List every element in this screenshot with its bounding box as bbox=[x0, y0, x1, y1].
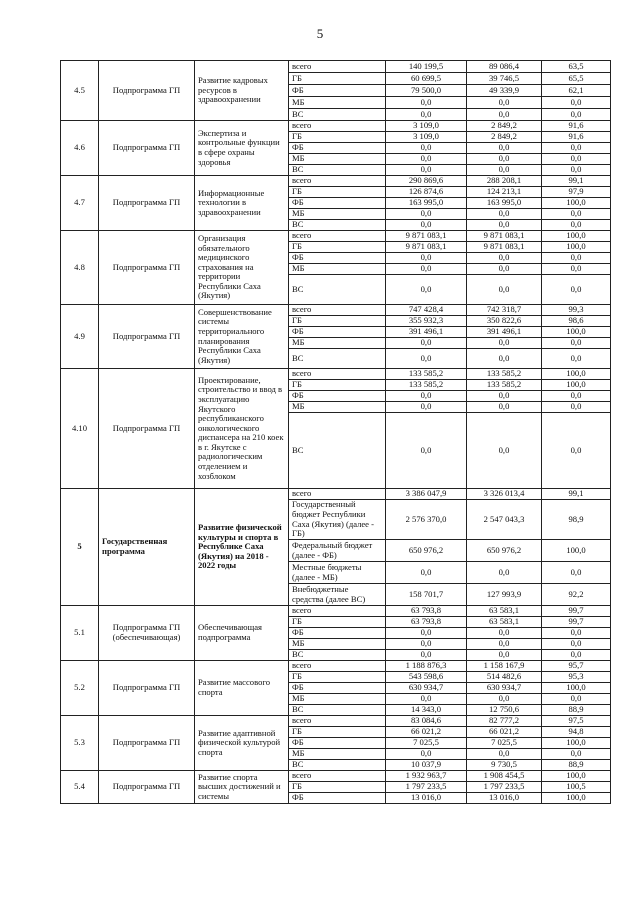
planned-amount-cell: 391 496,1 bbox=[386, 327, 467, 338]
actual-amount-cell: 0,0 bbox=[467, 165, 542, 176]
program-type-cell: Подпрограмма ГП bbox=[99, 61, 195, 121]
actual-amount-cell: 0,0 bbox=[467, 749, 542, 760]
actual-amount-cell: 89 086,4 bbox=[467, 61, 542, 73]
planned-amount-cell: 158 701,7 bbox=[386, 584, 467, 606]
execution-percent-cell: 95,7 bbox=[542, 661, 611, 672]
planned-amount-cell: 83 084,6 bbox=[386, 716, 467, 727]
actual-amount-cell: 124 213,1 bbox=[467, 187, 542, 198]
planned-amount-cell: 0,0 bbox=[386, 253, 467, 264]
funding-source-cell: ГБ bbox=[289, 187, 386, 198]
table-row bbox=[61, 231, 611, 242]
funding-source-cell: ГБ bbox=[289, 727, 386, 738]
actual-amount-cell: 0,0 bbox=[467, 639, 542, 650]
funding-source-cell: ФБ bbox=[289, 327, 386, 338]
execution-percent-cell: 100,0 bbox=[542, 369, 611, 380]
planned-amount-cell: 0,0 bbox=[386, 694, 467, 705]
program-type-cell: Государственная программа bbox=[99, 489, 195, 606]
planned-amount-cell: 630 934,7 bbox=[386, 683, 467, 694]
program-name-cell: Организация обязательного медицинского страхования на территории Республики Саха (Якутия) bbox=[195, 231, 289, 305]
actual-amount-cell: 2 849,2 bbox=[467, 132, 542, 143]
execution-percent-cell: 92,2 bbox=[542, 584, 611, 606]
execution-percent-cell: 62,1 bbox=[542, 85, 611, 97]
actual-amount-cell: 0,0 bbox=[467, 338, 542, 349]
row-number-cell: 4.7 bbox=[61, 176, 99, 231]
planned-amount-cell: 14 343,0 bbox=[386, 705, 467, 716]
actual-amount-cell: 0,0 bbox=[467, 628, 542, 639]
planned-amount-cell: 0,0 bbox=[386, 209, 467, 220]
actual-amount-cell: 1 797 233,5 bbox=[467, 782, 542, 793]
funding-source-cell: всего bbox=[289, 606, 386, 617]
planned-amount-cell: 0,0 bbox=[386, 165, 467, 176]
funding-source-cell: ВС bbox=[289, 413, 386, 489]
funding-source-cell: МБ bbox=[289, 338, 386, 349]
planned-amount-cell: 140 199,5 bbox=[386, 61, 467, 73]
funding-source-cell: МБ bbox=[289, 402, 386, 413]
funding-source-cell: ФБ bbox=[289, 738, 386, 749]
execution-percent-cell: 91,6 bbox=[542, 121, 611, 132]
planned-amount-cell: 3 109,0 bbox=[386, 132, 467, 143]
planned-amount-cell: 2 576 370,0 bbox=[386, 500, 467, 540]
program-type-cell: Подпрограмма ГП bbox=[99, 661, 195, 716]
planned-amount-cell: 0,0 bbox=[386, 349, 467, 369]
planned-amount-cell: 9 871 083,1 bbox=[386, 231, 467, 242]
actual-amount-cell: 0,0 bbox=[467, 220, 542, 231]
planned-amount-cell: 0,0 bbox=[386, 650, 467, 661]
program-type-cell: Подпрограмма ГП (обеспечивающая) bbox=[99, 606, 195, 661]
actual-amount-cell: 0,0 bbox=[467, 143, 542, 154]
execution-percent-cell: 0,0 bbox=[542, 402, 611, 413]
table-row bbox=[61, 61, 611, 73]
program-name-cell: Совершенствование системы территориального планирования Республики Саха (Якутия) bbox=[195, 305, 289, 369]
execution-percent-cell: 0,0 bbox=[542, 109, 611, 121]
planned-amount-cell: 0,0 bbox=[386, 639, 467, 650]
funding-source-cell: ГБ bbox=[289, 782, 386, 793]
actual-amount-cell: 7 025,5 bbox=[467, 738, 542, 749]
planned-amount-cell: 0,0 bbox=[386, 264, 467, 275]
actual-amount-cell: 133 585,2 bbox=[467, 380, 542, 391]
row-number-cell: 5.1 bbox=[61, 606, 99, 661]
execution-percent-cell: 100,0 bbox=[542, 231, 611, 242]
execution-percent-cell: 0,0 bbox=[542, 253, 611, 264]
funding-source-cell: МБ bbox=[289, 639, 386, 650]
actual-amount-cell: 630 934,7 bbox=[467, 683, 542, 694]
planned-amount-cell: 0,0 bbox=[386, 97, 467, 109]
funding-source-cell: ФБ bbox=[289, 683, 386, 694]
planned-amount-cell: 747 428,4 bbox=[386, 305, 467, 316]
execution-percent-cell: 100,0 bbox=[542, 540, 611, 562]
row-number-cell: 5.3 bbox=[61, 716, 99, 771]
funding-source-cell: всего bbox=[289, 231, 386, 242]
actual-amount-cell: 63 583,1 bbox=[467, 617, 542, 628]
execution-percent-cell: 97,9 bbox=[542, 187, 611, 198]
program-type-cell: Подпрограмма ГП bbox=[99, 121, 195, 176]
row-number-cell: 5.2 bbox=[61, 661, 99, 716]
execution-percent-cell: 0,0 bbox=[542, 749, 611, 760]
execution-percent-cell: 88,9 bbox=[542, 705, 611, 716]
execution-percent-cell: 99,1 bbox=[542, 489, 611, 500]
program-name-cell: Экспертиза и контрольные функции в сфере охраны здоровья bbox=[195, 121, 289, 176]
actual-amount-cell: 0,0 bbox=[467, 275, 542, 305]
funding-source-cell: ВС bbox=[289, 275, 386, 305]
planned-amount-cell: 63 793,8 bbox=[386, 617, 467, 628]
actual-amount-cell: 0,0 bbox=[467, 391, 542, 402]
planned-amount-cell: 0,0 bbox=[386, 749, 467, 760]
execution-percent-cell: 91,6 bbox=[542, 132, 611, 143]
execution-percent-cell: 94,8 bbox=[542, 727, 611, 738]
funding-source-cell: всего bbox=[289, 121, 386, 132]
program-name-cell: Развитие физической культуры и спорта в Республике Саха (Якутия) на 2018 - 2022 годы bbox=[195, 489, 289, 606]
funding-source-cell: Государственный бюджет Республики Саха (Якутия) (далее - ГБ) bbox=[289, 500, 386, 540]
funding-source-cell: ФБ bbox=[289, 628, 386, 639]
planned-amount-cell: 0,0 bbox=[386, 143, 467, 154]
row-number-cell: 4.8 bbox=[61, 231, 99, 305]
planned-amount-cell: 133 585,2 bbox=[386, 380, 467, 391]
actual-amount-cell: 9 730,5 bbox=[467, 760, 542, 771]
funding-source-cell: МБ bbox=[289, 154, 386, 165]
execution-percent-cell: 99,1 bbox=[542, 176, 611, 187]
execution-percent-cell: 97,5 bbox=[542, 716, 611, 727]
budget-execution-table bbox=[60, 60, 611, 804]
funding-source-cell: МБ bbox=[289, 694, 386, 705]
funding-source-cell: ВС bbox=[289, 705, 386, 716]
execution-percent-cell: 99,3 bbox=[542, 305, 611, 316]
page-number: 5 bbox=[316, 26, 324, 41]
planned-amount-cell: 1 932 963,7 bbox=[386, 771, 467, 782]
funding-source-cell: ГБ bbox=[289, 132, 386, 143]
funding-source-cell: ГБ bbox=[289, 380, 386, 391]
program-type-cell: Подпрограмма ГП bbox=[99, 369, 195, 489]
execution-percent-cell: 0,0 bbox=[542, 650, 611, 661]
planned-amount-cell: 290 869,6 bbox=[386, 176, 467, 187]
execution-percent-cell: 0,0 bbox=[542, 391, 611, 402]
table-row bbox=[61, 716, 611, 727]
actual-amount-cell: 350 822,6 bbox=[467, 316, 542, 327]
funding-source-cell: ВС bbox=[289, 165, 386, 176]
table-row bbox=[61, 771, 611, 782]
planned-amount-cell: 9 871 083,1 bbox=[386, 242, 467, 253]
actual-amount-cell: 63 583,1 bbox=[467, 606, 542, 617]
funding-source-cell: ГБ bbox=[289, 242, 386, 253]
actual-amount-cell: 127 993,9 bbox=[467, 584, 542, 606]
execution-percent-cell: 65,5 bbox=[542, 73, 611, 85]
funding-source-cell: ГБ bbox=[289, 316, 386, 327]
actual-amount-cell: 0,0 bbox=[467, 349, 542, 369]
program-type-cell: Подпрограмма ГП bbox=[99, 305, 195, 369]
actual-amount-cell: 3 326 013,4 bbox=[467, 489, 542, 500]
execution-percent-cell: 0,0 bbox=[542, 143, 611, 154]
actual-amount-cell: 0,0 bbox=[467, 562, 542, 584]
funding-source-cell: Внебюджетные средства (далее ВС) bbox=[289, 584, 386, 606]
actual-amount-cell: 49 339,9 bbox=[467, 85, 542, 97]
table-row bbox=[61, 121, 611, 132]
actual-amount-cell: 163 995,0 bbox=[467, 198, 542, 209]
funding-source-cell: всего bbox=[289, 771, 386, 782]
execution-percent-cell: 98,6 bbox=[542, 316, 611, 327]
funding-source-cell: ГБ bbox=[289, 672, 386, 683]
funding-source-cell: МБ bbox=[289, 264, 386, 275]
actual-amount-cell: 0,0 bbox=[467, 264, 542, 275]
execution-percent-cell: 0,0 bbox=[542, 220, 611, 231]
execution-percent-cell: 100,5 bbox=[542, 782, 611, 793]
planned-amount-cell: 133 585,2 bbox=[386, 369, 467, 380]
actual-amount-cell: 66 021,2 bbox=[467, 727, 542, 738]
funding-source-cell: ВС bbox=[289, 760, 386, 771]
actual-amount-cell: 2 547 043,3 bbox=[467, 500, 542, 540]
execution-percent-cell: 98,9 bbox=[542, 500, 611, 540]
funding-source-cell: всего bbox=[289, 305, 386, 316]
execution-percent-cell: 100,0 bbox=[542, 242, 611, 253]
actual-amount-cell: 288 208,1 bbox=[467, 176, 542, 187]
execution-percent-cell: 99,7 bbox=[542, 617, 611, 628]
actual-amount-cell: 82 777,2 bbox=[467, 716, 542, 727]
planned-amount-cell: 355 932,3 bbox=[386, 316, 467, 327]
row-number-cell: 4.6 bbox=[61, 121, 99, 176]
planned-amount-cell: 7 025,5 bbox=[386, 738, 467, 749]
table-row bbox=[61, 369, 611, 380]
actual-amount-cell: 2 849,2 bbox=[467, 121, 542, 132]
planned-amount-cell: 543 598,6 bbox=[386, 672, 467, 683]
execution-percent-cell: 100,0 bbox=[542, 198, 611, 209]
actual-amount-cell: 12 750,6 bbox=[467, 705, 542, 716]
funding-source-cell: ВС bbox=[289, 109, 386, 121]
planned-amount-cell: 0,0 bbox=[386, 154, 467, 165]
actual-amount-cell: 0,0 bbox=[467, 650, 542, 661]
execution-percent-cell: 88,9 bbox=[542, 760, 611, 771]
program-name-cell: Развитие массового спорта bbox=[195, 661, 289, 716]
program-name-cell: Проектирование, строительство и ввод в эксплуатацию Якутского республиканского онкологического диспансера на 210 коек в г. Якутске с радиологическим отделением и хозблоком bbox=[195, 369, 289, 489]
actual-amount-cell: 0,0 bbox=[467, 694, 542, 705]
planned-amount-cell: 163 995,0 bbox=[386, 198, 467, 209]
budget-table-container bbox=[60, 60, 610, 804]
actual-amount-cell: 0,0 bbox=[467, 209, 542, 220]
planned-amount-cell: 79 500,0 bbox=[386, 85, 467, 97]
table-row bbox=[61, 305, 611, 316]
execution-percent-cell: 0,0 bbox=[542, 694, 611, 705]
planned-amount-cell: 60 699,5 bbox=[386, 73, 467, 85]
execution-percent-cell: 63,5 bbox=[542, 61, 611, 73]
actual-amount-cell: 391 496,1 bbox=[467, 327, 542, 338]
planned-amount-cell: 3 109,0 bbox=[386, 121, 467, 132]
execution-percent-cell: 0,0 bbox=[542, 209, 611, 220]
execution-percent-cell: 0,0 bbox=[542, 338, 611, 349]
execution-percent-cell: 0,0 bbox=[542, 639, 611, 650]
planned-amount-cell: 0,0 bbox=[386, 413, 467, 489]
execution-percent-cell: 0,0 bbox=[542, 562, 611, 584]
actual-amount-cell: 0,0 bbox=[467, 97, 542, 109]
execution-percent-cell: 100,0 bbox=[542, 771, 611, 782]
actual-amount-cell: 0,0 bbox=[467, 413, 542, 489]
actual-amount-cell: 1 158 167,9 bbox=[467, 661, 542, 672]
row-number-cell: 5 bbox=[61, 489, 99, 606]
row-number-cell: 4.10 bbox=[61, 369, 99, 489]
funding-source-cell: ФБ bbox=[289, 85, 386, 97]
funding-source-cell: Федеральный бюджет (далее - ФБ) bbox=[289, 540, 386, 562]
program-type-cell: Подпрограмма ГП bbox=[99, 716, 195, 771]
planned-amount-cell: 0,0 bbox=[386, 220, 467, 231]
program-type-cell: Подпрограмма ГП bbox=[99, 176, 195, 231]
actual-amount-cell: 0,0 bbox=[467, 109, 542, 121]
funding-source-cell: ФБ bbox=[289, 253, 386, 264]
execution-percent-cell: 100,0 bbox=[542, 327, 611, 338]
execution-percent-cell: 95,3 bbox=[542, 672, 611, 683]
planned-amount-cell: 0,0 bbox=[386, 391, 467, 402]
funding-source-cell: МБ bbox=[289, 209, 386, 220]
planned-amount-cell: 1 797 233,5 bbox=[386, 782, 467, 793]
planned-amount-cell: 0,0 bbox=[386, 562, 467, 584]
program-name-cell: Развитие адаптивной физической культурой спорта bbox=[195, 716, 289, 771]
execution-percent-cell: 100,0 bbox=[542, 683, 611, 694]
funding-source-cell: ФБ bbox=[289, 793, 386, 804]
actual-amount-cell: 0,0 bbox=[467, 402, 542, 413]
funding-source-cell: всего bbox=[289, 61, 386, 73]
execution-percent-cell: 0,0 bbox=[542, 628, 611, 639]
planned-amount-cell: 0,0 bbox=[386, 628, 467, 639]
actual-amount-cell: 9 871 083,1 bbox=[467, 231, 542, 242]
funding-source-cell: всего bbox=[289, 716, 386, 727]
actual-amount-cell: 0,0 bbox=[467, 253, 542, 264]
actual-amount-cell: 39 746,5 bbox=[467, 73, 542, 85]
program-type-cell: Подпрограмма ГП bbox=[99, 771, 195, 804]
table-row bbox=[61, 176, 611, 187]
execution-percent-cell: 0,0 bbox=[542, 275, 611, 305]
funding-source-cell: МБ bbox=[289, 749, 386, 760]
planned-amount-cell: 66 021,2 bbox=[386, 727, 467, 738]
funding-source-cell: ГБ bbox=[289, 73, 386, 85]
funding-source-cell: МБ bbox=[289, 97, 386, 109]
planned-amount-cell: 0,0 bbox=[386, 402, 467, 413]
planned-amount-cell: 3 386 047,9 bbox=[386, 489, 467, 500]
execution-percent-cell: 100,0 bbox=[542, 738, 611, 749]
funding-source-cell: ФБ bbox=[289, 198, 386, 209]
actual-amount-cell: 1 908 454,5 bbox=[467, 771, 542, 782]
planned-amount-cell: 1 188 876,3 bbox=[386, 661, 467, 672]
actual-amount-cell: 650 976,2 bbox=[467, 540, 542, 562]
funding-source-cell: всего bbox=[289, 369, 386, 380]
actual-amount-cell: 13 016,0 bbox=[467, 793, 542, 804]
funding-source-cell: всего bbox=[289, 176, 386, 187]
table-row bbox=[61, 661, 611, 672]
row-number-cell: 5.4 bbox=[61, 771, 99, 804]
planned-amount-cell: 0,0 bbox=[386, 275, 467, 305]
actual-amount-cell: 514 482,6 bbox=[467, 672, 542, 683]
row-number-cell: 4.5 bbox=[61, 61, 99, 121]
planned-amount-cell: 13 016,0 bbox=[386, 793, 467, 804]
program-name-cell: Развитие кадровых ресурсов в здравоохранении bbox=[195, 61, 289, 121]
row-number-cell: 4.9 bbox=[61, 305, 99, 369]
program-name-cell: Информационные технологии в здравоохранении bbox=[195, 176, 289, 231]
execution-percent-cell: 0,0 bbox=[542, 97, 611, 109]
actual-amount-cell: 742 318,7 bbox=[467, 305, 542, 316]
funding-source-cell: ВС bbox=[289, 349, 386, 369]
funding-source-cell: Местные бюджеты (далее - МБ) bbox=[289, 562, 386, 584]
execution-percent-cell: 0,0 bbox=[542, 154, 611, 165]
execution-percent-cell: 100,0 bbox=[542, 380, 611, 391]
execution-percent-cell: 0,0 bbox=[542, 349, 611, 369]
program-type-cell: Подпрограмма ГП bbox=[99, 231, 195, 305]
execution-percent-cell: 0,0 bbox=[542, 264, 611, 275]
planned-amount-cell: 63 793,8 bbox=[386, 606, 467, 617]
planned-amount-cell: 10 037,9 bbox=[386, 760, 467, 771]
table-row bbox=[61, 606, 611, 617]
actual-amount-cell: 133 585,2 bbox=[467, 369, 542, 380]
program-name-cell: Обеспечивающая подпрограмма bbox=[195, 606, 289, 661]
planned-amount-cell: 0,0 bbox=[386, 109, 467, 121]
funding-source-cell: ВС bbox=[289, 220, 386, 231]
funding-source-cell: всего bbox=[289, 489, 386, 500]
planned-amount-cell: 0,0 bbox=[386, 338, 467, 349]
execution-percent-cell: 99,7 bbox=[542, 606, 611, 617]
funding-source-cell: ВС bbox=[289, 650, 386, 661]
actual-amount-cell: 0,0 bbox=[467, 154, 542, 165]
funding-source-cell: ГБ bbox=[289, 617, 386, 628]
planned-amount-cell: 126 874,6 bbox=[386, 187, 467, 198]
actual-amount-cell: 9 871 083,1 bbox=[467, 242, 542, 253]
execution-percent-cell: 100,0 bbox=[542, 793, 611, 804]
planned-amount-cell: 650 976,2 bbox=[386, 540, 467, 562]
table-row bbox=[61, 489, 611, 500]
funding-source-cell: ФБ bbox=[289, 143, 386, 154]
execution-percent-cell: 0,0 bbox=[542, 413, 611, 489]
funding-source-cell: всего bbox=[289, 661, 386, 672]
program-name-cell: Развитие спорта высших достижений и системы bbox=[195, 771, 289, 804]
funding-source-cell: ФБ bbox=[289, 391, 386, 402]
execution-percent-cell: 0,0 bbox=[542, 165, 611, 176]
